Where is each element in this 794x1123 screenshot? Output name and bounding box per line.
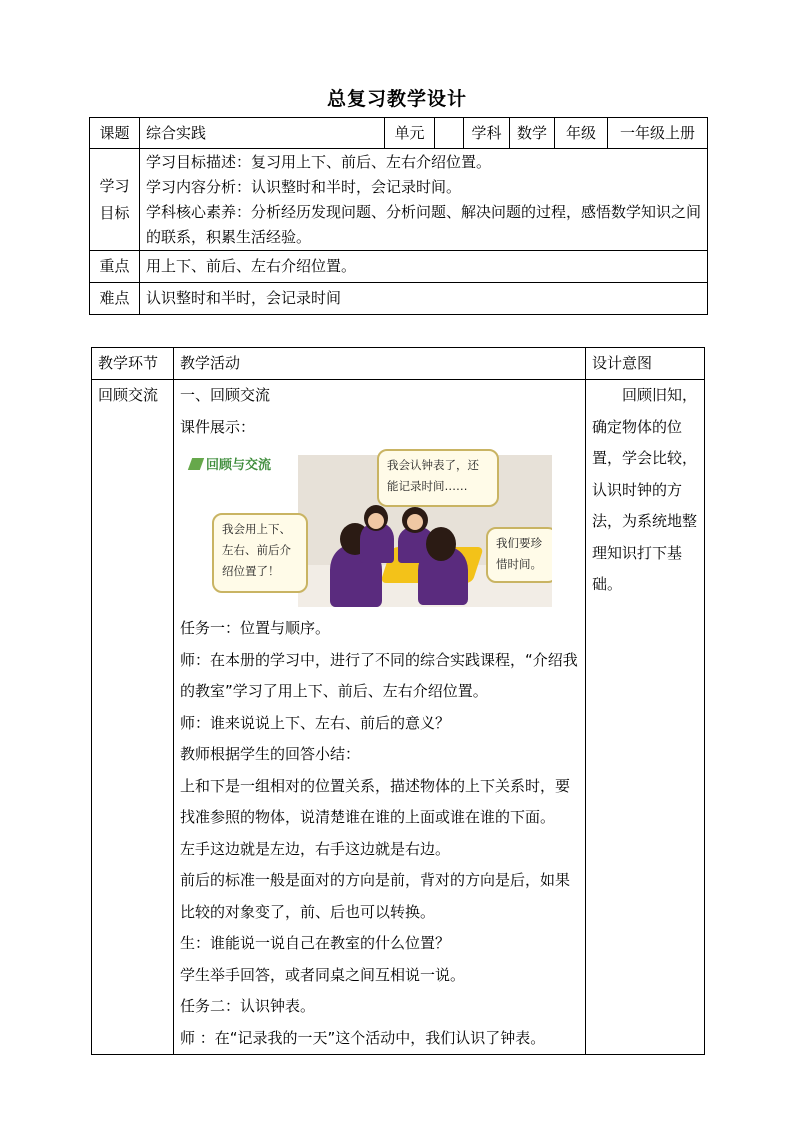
student-face — [368, 513, 384, 529]
student-head — [426, 527, 456, 561]
goals-label — [90, 149, 140, 251]
student-face — [407, 514, 423, 530]
col-intent-header: 设计意图 — [586, 348, 705, 380]
goal-content-analysis: 学习内容分析：认识整时和半时，会记录时间。 — [146, 178, 462, 196]
activity-line: 学生举手回答，或者同桌之间互相说一说。 — [180, 965, 466, 984]
difficult-value: 认识整时和半时，会记录时间 — [140, 283, 708, 315]
activity-line: 左手这边就是左边，右手这边就是右边。 — [180, 839, 451, 858]
unit-value — [435, 118, 464, 149]
document-title: 总复习教学设计 — [326, 88, 467, 110]
topic-label: 课题 — [90, 118, 140, 149]
activity-line: 教师根据学生的回答小结： — [180, 745, 361, 763]
activity-line: 师：谁来说说上下、左右、前后的意义？ — [180, 713, 451, 732]
goals-content — [140, 149, 708, 251]
lesson-activity-table — [91, 347, 705, 1055]
difficult-label: 难点 — [90, 283, 140, 315]
topic-value: 综合实践 — [140, 118, 385, 149]
goal-core-literacy: 学科核心素养：分析经历发现问题、分析问题、解决问题的过程，感悟数学知识之间的联系，积累生活经验。 — [146, 203, 702, 246]
subject-label: 学科 — [464, 118, 510, 149]
activity-intro-line: 课件展示： — [180, 417, 256, 436]
goal-description: 学习目标描述：复习用上下、前后、左右介绍位置。 — [146, 153, 492, 171]
courseware-image — [180, 447, 552, 607]
activity-line: 师：在本册的学习中，进行了不同的综合实践课程，“介绍我的教室”学习了用上下、前后、左右介绍位置。 — [180, 650, 578, 700]
col-activity-header: 教学活动 — [174, 348, 586, 380]
goals-label-line2: 目标 — [99, 203, 130, 222]
leaf-icon — [188, 458, 204, 470]
stage-name: 回顾交流 — [98, 386, 159, 404]
intent-text: 回顾旧知，确定物体的位置，学会比较，认识时钟的方法，为系统地整理知识打下基础。 — [592, 386, 698, 593]
courseware-label — [190, 453, 271, 478]
grade-value: 一年级上册 — [608, 118, 708, 149]
activity-line: 师 ：在“记录我的一天”这个活动中，我们认识了钟表。 — [180, 1028, 546, 1047]
activity-cell — [174, 380, 586, 1055]
activity-line: 上和下是一组相对的位置关系，描述物体的上下关系时，要找准参照的物体，说清楚谁在谁的上面或谁在谁的下面。 — [180, 776, 571, 826]
key-value: 用上下、前后、左右介绍位置。 — [140, 251, 708, 283]
speech-bubble-top: 我会认钟表了，还能记录时间…… — [377, 449, 499, 507]
grade-label: 年级 — [555, 118, 608, 149]
speech-bubble-right: 我们要珍惜时间。 — [486, 527, 552, 583]
col-stage-header: 教学环节 — [92, 348, 174, 380]
lesson-info-table — [89, 117, 708, 315]
activity-intro-line: 一、回顾交流 — [180, 386, 271, 404]
activity-line: 生：谁能说一说自己在教室的什么位置？ — [180, 934, 451, 952]
unit-label: 单元 — [385, 118, 435, 149]
stage-cell — [92, 380, 174, 1055]
activity-line: 任务一：位置与顺序。 — [180, 619, 331, 637]
speech-bubble-left: 我会用上下、左右、前后介绍位置了！ — [212, 513, 308, 593]
activity-line: 任务二：认识钟表。 — [180, 997, 316, 1015]
intent-cell — [586, 380, 705, 1055]
courseware-label-text: 回顾与交流 — [206, 458, 272, 473]
goals-label-line1: 学习 — [99, 176, 130, 195]
key-label: 重点 — [90, 251, 140, 283]
subject-value: 数学 — [510, 118, 555, 149]
activity-line: 前后的标准一般是面对的方向是前，背对的方向是后，如果比较的对象变了，前、后也可以转换。 — [180, 871, 571, 921]
